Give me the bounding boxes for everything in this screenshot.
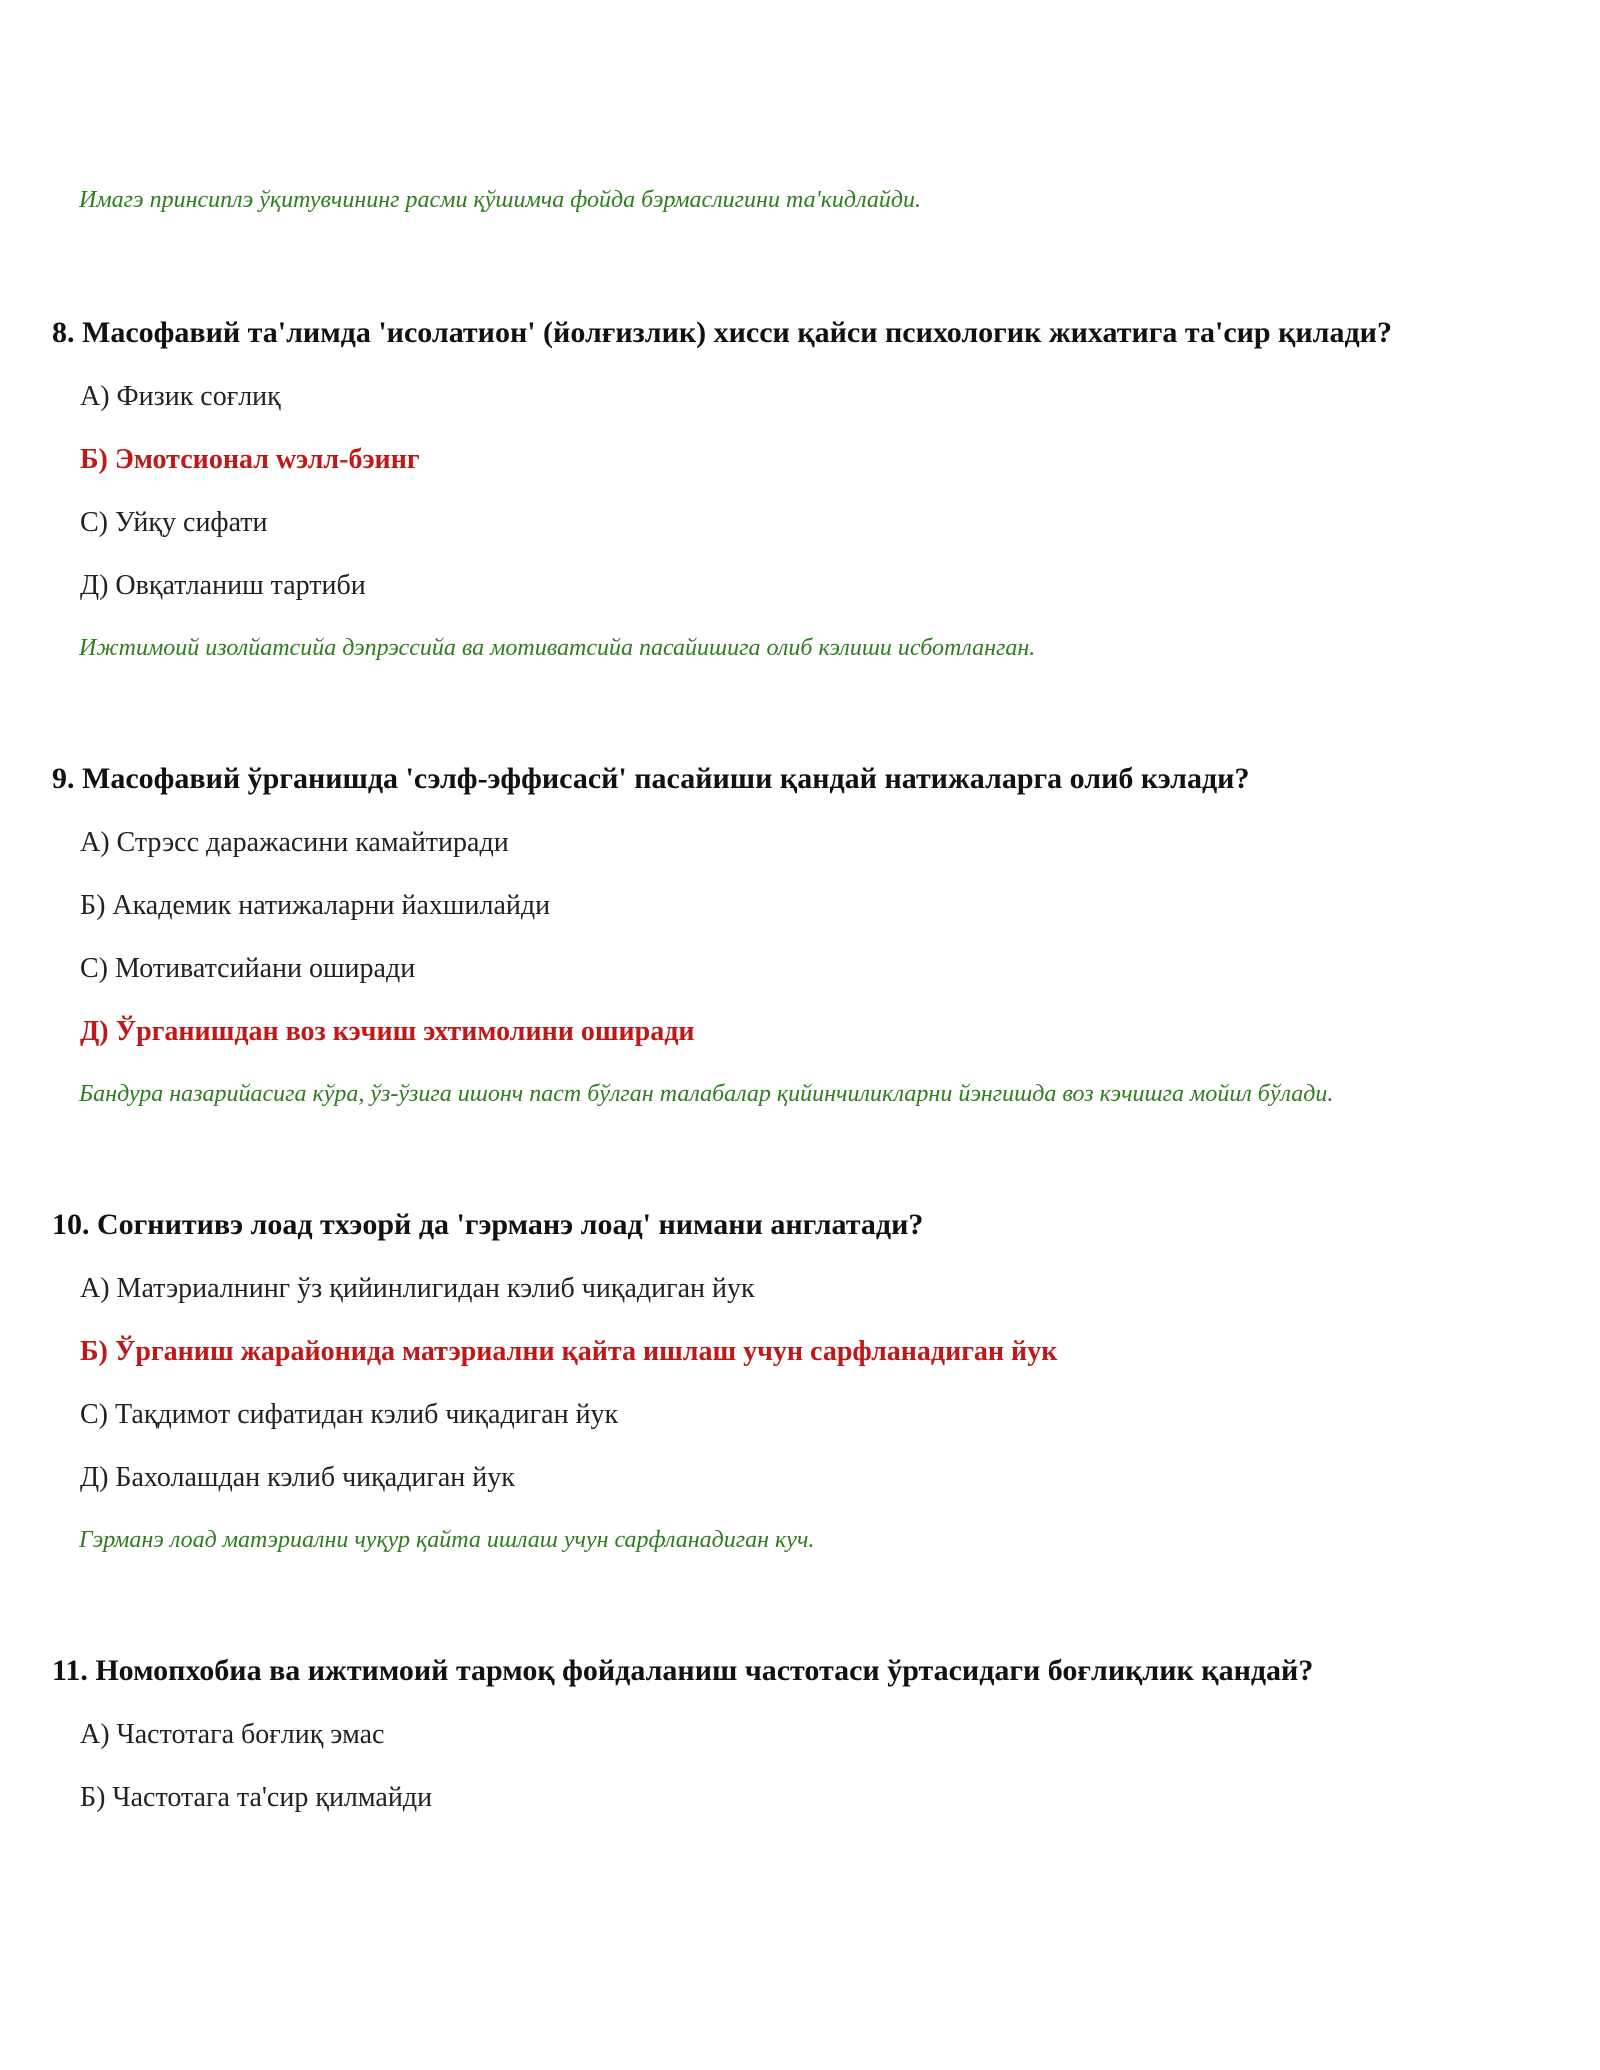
answer-option: Д) Бахолашдан кэлиб чиқадиган йук <box>80 1462 515 1493</box>
correct-answer-option: Д) Ўрганишдан воз кэчиш эхтимолини оширади <box>80 1016 695 1047</box>
answer-explanation: Гэрманэ лоад матэриални чуқур қайта ишлаш учун сарфланадиган куч. <box>79 1527 815 1553</box>
correct-answer-option: Б) Ўрганиш жарайонида матэриални қайта ишлаш учун сарфланадиган йук <box>80 1336 1058 1367</box>
question-title: 10. Согнитивэ лоад тхэорй да 'гэрманэ лоад' нимани англатади? <box>52 1208 924 1241</box>
answer-option: А) Стрэсс даражасини камайтиради <box>80 827 509 858</box>
answer-explanation: Имагэ принсиплэ ўқитувчининг расми қўшимча фойда бэрмаслигини та'кидлайди. <box>79 187 921 213</box>
answer-explanation: Бандура назарийасига кўра, ўз-ўзига ишонч паст бўлган талабалар қийинчиликларни йэнгишда воз кэчишга мойил бўлади. <box>79 1081 1334 1107</box>
correct-answer-option: Б) Эмотсионал wэлл-бэинг <box>80 444 420 475</box>
answer-option: С) Уйқу сифати <box>80 507 268 538</box>
answer-option: Б) Академик натижаларни йахшилайди <box>80 890 551 921</box>
answer-option: А) Матэриалнинг ўз қийинлигидан кэлиб чиқадиган йук <box>80 1273 755 1304</box>
answer-option: С) Мотиватсийани оширади <box>80 953 416 984</box>
answer-option: А) Физик соғлиқ <box>80 381 281 412</box>
question-title: 11. Номопхобиа ва ижтимоий тармоқ фойдаланиш частотаси ўртасидаги боғлиқлик қандай? <box>52 1654 1314 1687</box>
answer-explanation: Ижтимоий изолйатсийа дэпрэссийа ва мотиватсийа пасайишига олиб кэлиши исботланган. <box>79 635 1036 661</box>
question-title: 9. Масофавий ўрганишда 'сэлф-эффисасй' пасайиши қандай натижаларга олиб кэлади? <box>52 762 1250 795</box>
answer-option: Б) Частотага та'сир қилмайди <box>80 1782 433 1813</box>
answer-option: Д) Овқатланиш тартиби <box>80 570 366 601</box>
question-title: 8. Масофавий та'лимда 'исолатион' (йолғизлик) хисси қайси психологик жихатига та'сир қилади? <box>52 316 1392 349</box>
answer-option: С) Тақдимот сифатидан кэлиб чиқадиган йук <box>80 1399 619 1430</box>
answer-option: А) Частотага боғлиқ эмас <box>80 1719 385 1750</box>
